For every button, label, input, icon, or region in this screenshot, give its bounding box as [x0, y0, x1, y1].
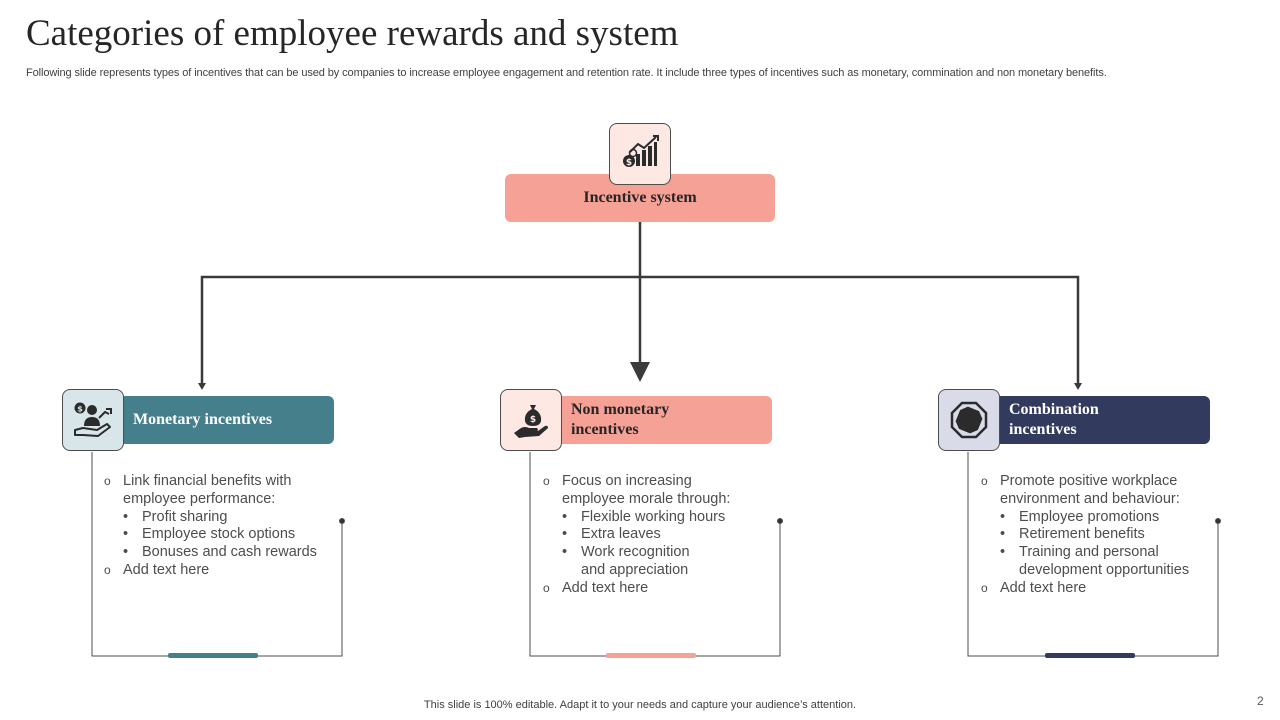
list-item: • Bonuses and cash rewards [104, 544, 334, 562]
svg-text:$: $ [77, 404, 83, 414]
list-item: • Extra leaves [543, 526, 773, 544]
list-item: • Retirement benefits [981, 526, 1211, 544]
list-item: • Profit sharing [104, 509, 334, 527]
accent-bar-combination [1045, 653, 1135, 658]
combination-details [981, 473, 1211, 598]
list-item: • Employee stock options [104, 526, 334, 544]
page-number: 2 [1257, 694, 1264, 708]
svg-text:$: $ [529, 415, 537, 425]
branch-line [202, 277, 1078, 385]
slide-title: Categories of employee rewards and system [26, 13, 679, 54]
list-item: • Employee promotions [981, 509, 1211, 527]
octagon-shape-icon [938, 389, 1000, 451]
left-arrowhead [198, 383, 206, 390]
list-item: o Add text here [104, 562, 334, 580]
list-item: o Focus on increasing employee morale through: [543, 473, 773, 509]
hand-money-bag-icon [500, 389, 562, 451]
category-non-monetary-label: Non monetary incentives [551, 396, 772, 444]
list-item: • Work recognition [543, 544, 773, 562]
list-item: • Flexible working hours [543, 509, 773, 527]
category-monetary-label: Monetary incentives [113, 396, 334, 444]
list-item: • Training and personal development opportunities [981, 544, 1211, 580]
list-item: o Add text here [981, 580, 1211, 598]
rewarded-employee-icon [62, 389, 124, 451]
footer-note: This slide is 100% editable. Adapt it to your needs and capture your audience’s attention. [423, 699, 857, 711]
svg-text:$: $ [625, 158, 633, 168]
monetary-details [104, 473, 334, 580]
right-arrowhead [1074, 383, 1082, 390]
category-combination-label: Combination incentives [989, 396, 1210, 444]
slide-subtitle: Following slide represents types of incentives that can be used by companies to increase employee engagement and retention rate. It include three types of incentives such as monetary, commination and non monetary benefits. [26, 67, 1107, 79]
list-item: o Add text here [543, 580, 773, 598]
accent-bar-monetary [168, 653, 258, 658]
list-item: and appreciation [581, 561, 689, 578]
money-growth-chart-icon [609, 123, 671, 185]
non-monetary-details [543, 473, 773, 598]
list-item: o Promote positive workplace environment and behaviour: [981, 473, 1211, 509]
root-node-incentive-system: Incentive system [505, 174, 775, 222]
list-item: o Link financial benefits with employee performance: [104, 473, 334, 509]
accent-bar-non-monetary [606, 653, 696, 658]
